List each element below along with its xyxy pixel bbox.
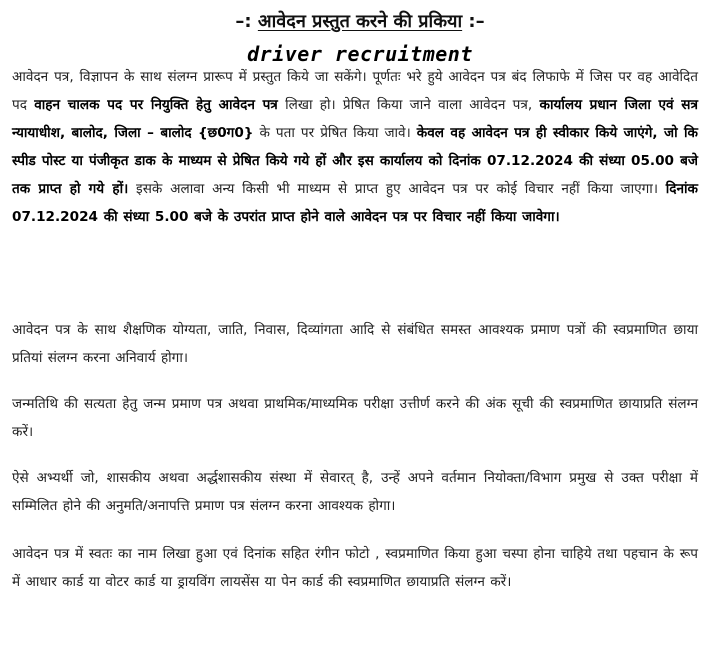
p1-bold-post-name: वाहन चालक पद पर नियुक्ति हेतु आवेदन पत्र [34, 97, 278, 113]
paragraph-submission-procedure [12, 63, 698, 231]
paragraph-birth-proof: जन्मतिथि की सत्यता हेतु जन्म प्रमाण पत्र अथवा प्राथमिक/माध्यमिक परीक्षा उत्तीर्ण करने की अंक सूची की स्वप्रमाणित छायाप्रति संलग्न करें। [12, 396, 698, 440]
watermark-text: driver recruitment [247, 42, 473, 66]
paragraph-certificates: आवेदन पत्र के साथ शैक्षणिक योग्यता, जाति, निवास, दिव्यांगता आदि से संबंधित समस्त आवश्यक प्रमाण पत्रों की स्वप्रमाणित छाया प्रतियां संलग्न करना अनिवार्य होगा। [12, 322, 698, 366]
title-text: आवेदन प्रस्तुत करने की प्रकिया [257, 11, 463, 32]
paragraph-employed-candidates: ऐसे अभ्यर्थी जो, शासकीय अथवा अर्द्धशासकीय संस्था में सेवारत् है, उन्हें अपने वर्तमान नियोक्ता/विभाग प्रमुख से उक्त परीक्षा में सम्मिलित होने की अनुमति/अनापत्ति प्रमाण पत्र संलग्न करना आवश्यक होगा। [12, 470, 698, 514]
p1-bold-deadline: केवल वह आवेदन पत्र ही स्वीकार किये जाएंगे, जो कि स्पीड पोस्ट या पंजीकृत डाक के माध्यम से प्रेषित किये गये हों और इस कार्यालय को दिनांक 07.12.2024 की संध्या 05.00 बजे तक प्राप्त हो गये हों। [12, 125, 698, 197]
paragraph-photo-id: आवेदन पत्र में स्वतः का नाम लिखा हुआ एवं दिनांक सहित रंगीन फोटो , स्वप्रमाणित किया हुआ चस्पा होना चाहिये तथा पहचान के रूप में आधार कार्ड या वोटर कार्ड या ड्रायविंग लायसेंस या पेन कार्ड की स्वप्रमाणित छायाप्रति संलग्न करें। [12, 546, 698, 590]
p1-text-4: इसके अलावा अन्य किसी भी माध्यम से प्राप्त हुए आवेदन पत्र पर कोई विचार नहीं किया जाएगा। [128, 181, 666, 197]
title-suffix: :– [462, 11, 485, 32]
p1-text-2: लिखा हो। प्रेषित किया जाने वाला आवेदन पत्र, [277, 97, 540, 113]
p1-text-3: के पता पर प्रेषित किया जावे। [253, 125, 417, 141]
p1-bold-late-notice: दिनांक 07.12.2024 की संध्या 5.00 बजे के उपरांत प्राप्त होने वाले आवेदन पत्र पर विचार नहीं किया जावेगा। [12, 181, 698, 225]
p1-text-1: आवेदन पत्र, विज्ञापन के साथ संलग्न प्रारूप में प्रस्तुत किये जा सकेंगे। पूर्णतः भरे हुये आवेदन पत्र बंद लिफाफे में जिस पर वह आवेदित पद [12, 69, 698, 113]
title-prefix: –: [235, 11, 258, 32]
p1-bold-office-address: कार्यालय प्रधान जिला एवं सत्र न्यायाधीश, बालोद, जिला – बालोद {छ0ग0} [12, 97, 698, 141]
page-title [0, 10, 720, 34]
